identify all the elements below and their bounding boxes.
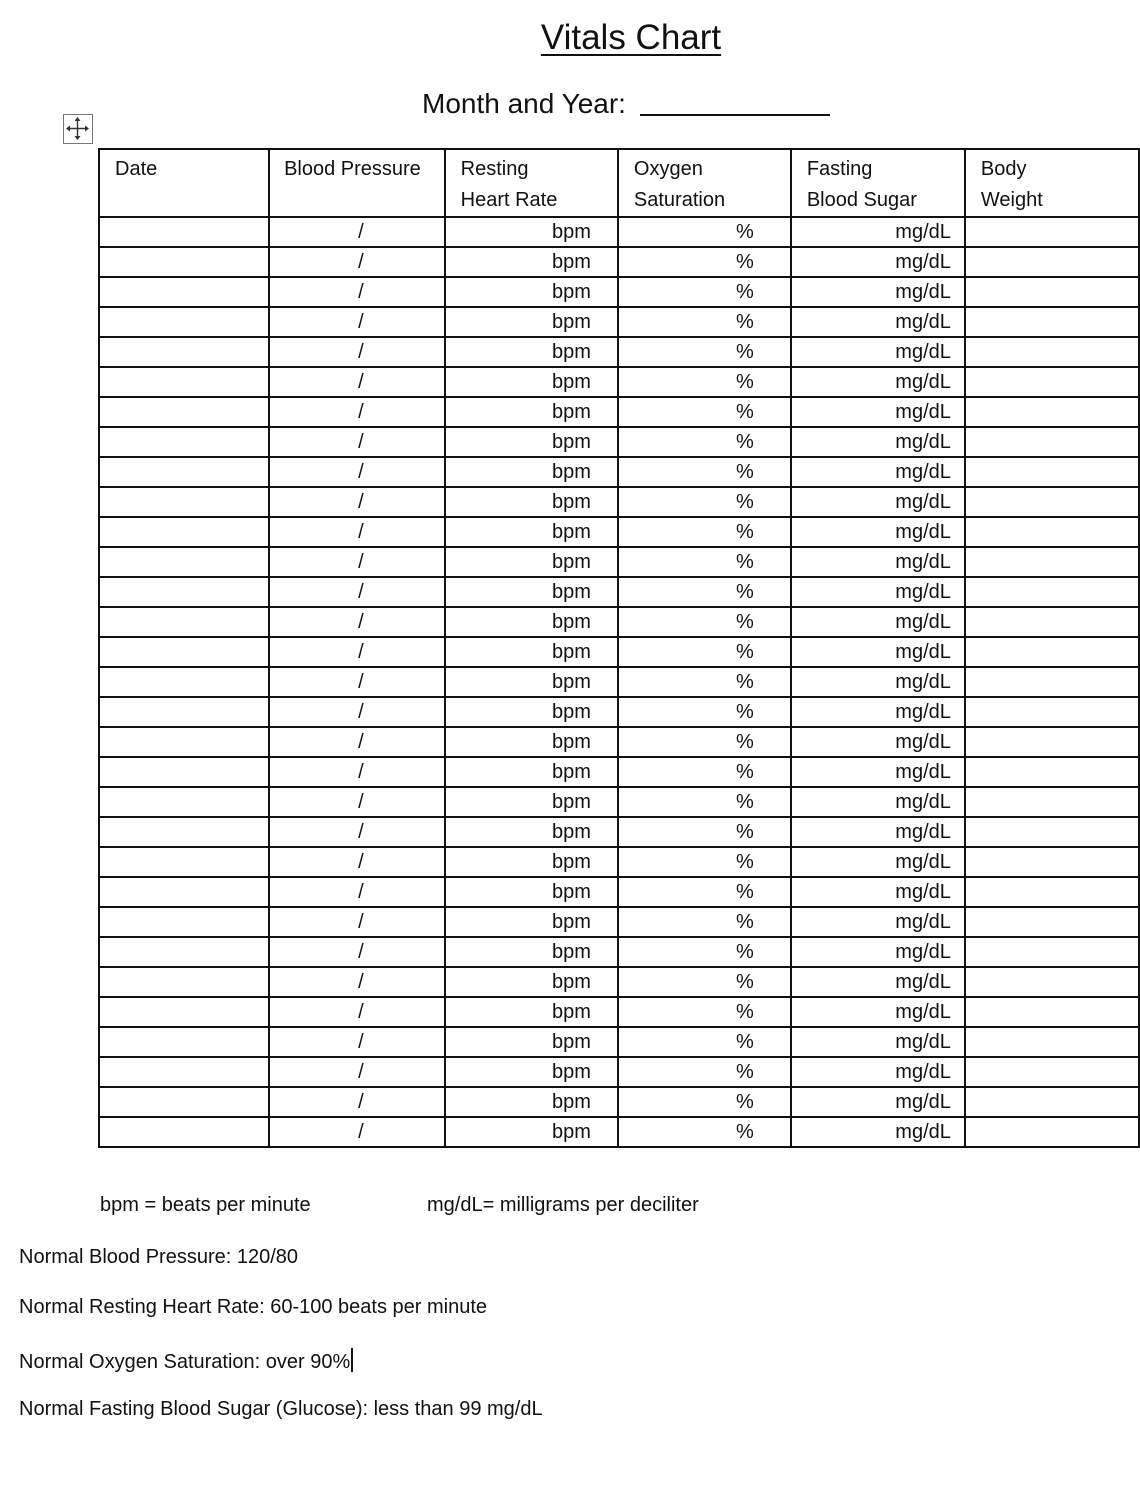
unit-legend bbox=[100, 1194, 699, 1217]
oxygen-cell[interactable]: % bbox=[618, 697, 791, 727]
blood-pressure-cell[interactable]: / bbox=[269, 397, 445, 427]
heart-rate-cell[interactable]: bpm bbox=[445, 547, 618, 577]
oxygen-cell[interactable]: % bbox=[618, 667, 791, 697]
weight-cell[interactable] bbox=[965, 217, 1139, 247]
date-cell[interactable] bbox=[99, 907, 269, 937]
blood-pressure-cell[interactable]: / bbox=[269, 337, 445, 367]
mgdl-legend: mg/dL= milligrams per deciliter bbox=[427, 1194, 699, 1216]
table-row bbox=[99, 1027, 1139, 1057]
blood-pressure-cell[interactable]: / bbox=[269, 667, 445, 697]
heart-rate-cell[interactable]: bpm bbox=[445, 967, 618, 997]
blood-sugar-cell[interactable]: mg/dL bbox=[791, 577, 965, 607]
oxygen-cell[interactable]: % bbox=[618, 727, 791, 757]
table-row bbox=[99, 997, 1139, 1027]
blood-pressure-cell[interactable]: / bbox=[269, 307, 445, 337]
weight-cell[interactable] bbox=[965, 337, 1139, 367]
table-row bbox=[99, 907, 1139, 937]
blood-sugar-cell[interactable]: mg/dL bbox=[791, 247, 965, 277]
blood-pressure-cell[interactable]: / bbox=[269, 1087, 445, 1117]
heart-rate-cell[interactable]: bpm bbox=[445, 427, 618, 457]
table-row bbox=[99, 457, 1139, 487]
oxygen-cell[interactable]: % bbox=[618, 457, 791, 487]
table-row bbox=[99, 607, 1139, 637]
oxygen-cell[interactable]: % bbox=[618, 877, 791, 907]
blood-pressure-cell[interactable]: / bbox=[269, 967, 445, 997]
heart-rate-cell[interactable]: bpm bbox=[445, 667, 618, 697]
table-row bbox=[99, 1087, 1139, 1117]
table-row bbox=[99, 307, 1139, 337]
blood-sugar-cell[interactable]: mg/dL bbox=[791, 1027, 965, 1057]
heart-rate-cell[interactable]: bpm bbox=[445, 307, 618, 337]
blood-sugar-cell[interactable]: mg/dL bbox=[791, 667, 965, 697]
oxygen-cell[interactable]: % bbox=[618, 547, 791, 577]
heart-rate-cell[interactable]: bpm bbox=[445, 937, 618, 967]
weight-cell[interactable] bbox=[965, 397, 1139, 427]
oxygen-cell[interactable]: % bbox=[618, 217, 791, 247]
heart-rate-cell[interactable]: bpm bbox=[445, 997, 618, 1027]
weight-cell[interactable] bbox=[965, 1087, 1139, 1117]
weight-cell[interactable] bbox=[965, 937, 1139, 967]
heart-rate-cell[interactable]: bpm bbox=[445, 517, 618, 547]
blood-sugar-cell[interactable]: mg/dL bbox=[791, 487, 965, 517]
normal-blood-pressure: Normal Blood Pressure: 120/80 bbox=[19, 1246, 299, 1268]
blood-sugar-cell[interactable]: mg/dL bbox=[791, 757, 965, 787]
oxygen-cell[interactable]: % bbox=[618, 757, 791, 787]
heart-rate-cell[interactable]: bpm bbox=[445, 847, 618, 877]
weight-cell[interactable] bbox=[965, 757, 1139, 787]
heart-rate-cell[interactable]: bpm bbox=[445, 577, 618, 607]
oxygen-cell[interactable]: % bbox=[618, 427, 791, 457]
blood-pressure-cell[interactable]: / bbox=[269, 997, 445, 1027]
heart-rate-cell[interactable]: bpm bbox=[445, 457, 618, 487]
oxygen-cell[interactable]: % bbox=[618, 367, 791, 397]
blood-pressure-cell[interactable]: / bbox=[269, 937, 445, 967]
heart-rate-cell[interactable]: bpm bbox=[445, 337, 618, 367]
heart-rate-cell[interactable]: bpm bbox=[445, 217, 618, 247]
month-year-blank[interactable] bbox=[640, 113, 830, 116]
month-year-field bbox=[422, 88, 830, 120]
weight-cell[interactable] bbox=[965, 367, 1139, 397]
heart-rate-cell[interactable]: bpm bbox=[445, 637, 618, 667]
table-row bbox=[99, 397, 1139, 427]
weight-cell[interactable] bbox=[965, 577, 1139, 607]
heart-rate-cell[interactable]: bpm bbox=[445, 1057, 618, 1087]
blood-sugar-cell[interactable]: mg/dL bbox=[791, 1057, 965, 1087]
date-cell[interactable] bbox=[99, 1027, 269, 1057]
heart-rate-cell[interactable]: bpm bbox=[445, 727, 618, 757]
blood-sugar-cell[interactable]: mg/dL bbox=[791, 547, 965, 577]
blood-pressure-cell[interactable]: / bbox=[269, 847, 445, 877]
table-row bbox=[99, 337, 1139, 367]
oxygen-cell[interactable]: % bbox=[618, 397, 791, 427]
heart-rate-cell[interactable]: bpm bbox=[445, 1117, 618, 1147]
table-row bbox=[99, 847, 1139, 877]
oxygen-cell[interactable]: % bbox=[618, 1087, 791, 1117]
date-cell[interactable] bbox=[99, 637, 269, 667]
oxygen-cell[interactable]: % bbox=[618, 337, 791, 367]
blood-pressure-cell[interactable]: / bbox=[269, 757, 445, 787]
blood-sugar-cell[interactable]: mg/dL bbox=[791, 217, 965, 247]
blood-sugar-cell[interactable]: mg/dL bbox=[791, 337, 965, 367]
heart-rate-cell[interactable]: bpm bbox=[445, 1087, 618, 1117]
header-blood-pressure: Blood Pressure bbox=[269, 149, 445, 217]
blood-pressure-cell[interactable]: / bbox=[269, 487, 445, 517]
blood-sugar-cell[interactable]: mg/dL bbox=[791, 727, 965, 757]
oxygen-cell[interactable]: % bbox=[618, 847, 791, 877]
blood-sugar-cell[interactable]: mg/dL bbox=[791, 817, 965, 847]
blood-sugar-cell[interactable]: mg/dL bbox=[791, 517, 965, 547]
oxygen-cell[interactable]: % bbox=[618, 247, 791, 277]
date-cell[interactable] bbox=[99, 427, 269, 457]
weight-cell[interactable] bbox=[965, 787, 1139, 817]
blood-sugar-cell[interactable]: mg/dL bbox=[791, 967, 965, 997]
weight-cell[interactable] bbox=[965, 727, 1139, 757]
blood-sugar-cell[interactable]: mg/dL bbox=[791, 637, 965, 667]
date-cell[interactable] bbox=[99, 307, 269, 337]
table-row bbox=[99, 547, 1139, 577]
table-row bbox=[99, 367, 1139, 397]
blood-sugar-cell[interactable]: mg/dL bbox=[791, 1087, 965, 1117]
vitals-table bbox=[98, 148, 1140, 1148]
date-cell[interactable] bbox=[99, 487, 269, 517]
blood-pressure-cell[interactable]: / bbox=[269, 1117, 445, 1147]
date-cell[interactable] bbox=[99, 1057, 269, 1087]
blood-sugar-cell[interactable]: mg/dL bbox=[791, 427, 965, 457]
date-cell[interactable] bbox=[99, 217, 269, 247]
weight-cell[interactable] bbox=[965, 907, 1139, 937]
bpm-legend: bpm = beats per minute bbox=[100, 1194, 311, 1216]
table-row bbox=[99, 277, 1139, 307]
weight-cell[interactable] bbox=[965, 517, 1139, 547]
table-row bbox=[99, 967, 1139, 997]
heart-rate-cell[interactable]: bpm bbox=[445, 277, 618, 307]
blood-pressure-cell[interactable]: / bbox=[269, 577, 445, 607]
blood-pressure-cell[interactable]: / bbox=[269, 1027, 445, 1057]
weight-cell[interactable] bbox=[965, 817, 1139, 847]
normal-blood-sugar: Normal Fasting Blood Sugar (Glucose): less than 99 mg/dL bbox=[19, 1398, 543, 1420]
date-cell[interactable] bbox=[99, 757, 269, 787]
header-weight: Body Weight bbox=[965, 149, 1139, 217]
normal-oxygen: Normal Oxygen Saturation: over 90% bbox=[19, 1348, 353, 1374]
oxygen-cell[interactable]: % bbox=[618, 997, 791, 1027]
date-cell[interactable] bbox=[99, 277, 269, 307]
date-cell[interactable] bbox=[99, 457, 269, 487]
blood-pressure-cell[interactable]: / bbox=[269, 367, 445, 397]
blood-pressure-cell[interactable]: / bbox=[269, 637, 445, 667]
heart-rate-cell[interactable]: bpm bbox=[445, 367, 618, 397]
weight-cell[interactable] bbox=[965, 877, 1139, 907]
blood-pressure-cell[interactable]: / bbox=[269, 427, 445, 457]
table-row bbox=[99, 697, 1139, 727]
oxygen-cell[interactable]: % bbox=[618, 577, 791, 607]
date-cell[interactable] bbox=[99, 547, 269, 577]
weight-cell[interactable] bbox=[965, 547, 1139, 577]
table-row bbox=[99, 727, 1139, 757]
weight-cell[interactable] bbox=[965, 277, 1139, 307]
heart-rate-cell[interactable]: bpm bbox=[445, 877, 618, 907]
weight-cell[interactable] bbox=[965, 697, 1139, 727]
oxygen-cell[interactable]: % bbox=[618, 277, 791, 307]
date-cell[interactable] bbox=[99, 817, 269, 847]
date-cell[interactable] bbox=[99, 517, 269, 547]
table-row bbox=[99, 787, 1139, 817]
header-row bbox=[99, 149, 1139, 217]
blood-pressure-cell[interactable]: / bbox=[269, 727, 445, 757]
weight-cell[interactable] bbox=[965, 247, 1139, 277]
heart-rate-cell[interactable]: bpm bbox=[445, 817, 618, 847]
heart-rate-cell[interactable]: bpm bbox=[445, 397, 618, 427]
heart-rate-cell[interactable]: bpm bbox=[445, 697, 618, 727]
blood-pressure-cell[interactable]: / bbox=[269, 1057, 445, 1087]
blood-pressure-cell[interactable]: / bbox=[269, 517, 445, 547]
table-row bbox=[99, 577, 1139, 607]
table-row bbox=[99, 217, 1139, 247]
header-oxygen: Oxygen Saturation bbox=[618, 149, 791, 217]
date-cell[interactable] bbox=[99, 997, 269, 1027]
normal-heart-rate: Normal Resting Heart Rate: 60-100 beats per minute bbox=[19, 1296, 488, 1318]
blood-sugar-cell[interactable]: mg/dL bbox=[791, 877, 965, 907]
heart-rate-cell[interactable]: bpm bbox=[445, 487, 618, 517]
blood-pressure-cell[interactable]: / bbox=[269, 247, 445, 277]
date-cell[interactable] bbox=[99, 607, 269, 637]
date-cell[interactable] bbox=[99, 247, 269, 277]
date-cell[interactable] bbox=[99, 787, 269, 817]
weight-cell[interactable] bbox=[965, 997, 1139, 1027]
oxygen-cell[interactable]: % bbox=[618, 1117, 791, 1147]
weight-cell[interactable] bbox=[965, 847, 1139, 877]
weight-cell[interactable] bbox=[965, 667, 1139, 697]
date-cell[interactable] bbox=[99, 937, 269, 967]
table-row bbox=[99, 487, 1139, 517]
date-cell[interactable] bbox=[99, 967, 269, 997]
oxygen-cell[interactable]: % bbox=[618, 307, 791, 337]
blood-pressure-cell[interactable]: / bbox=[269, 277, 445, 307]
heart-rate-cell[interactable]: bpm bbox=[445, 787, 618, 817]
oxygen-cell[interactable]: % bbox=[618, 787, 791, 817]
date-cell[interactable] bbox=[99, 1117, 269, 1147]
oxygen-cell[interactable]: % bbox=[618, 607, 791, 637]
blood-sugar-cell[interactable]: mg/dL bbox=[791, 607, 965, 637]
blood-pressure-cell[interactable]: / bbox=[269, 907, 445, 937]
blood-sugar-cell[interactable]: mg/dL bbox=[791, 367, 965, 397]
table-move-handle-icon[interactable] bbox=[63, 114, 93, 144]
weight-cell[interactable] bbox=[965, 1027, 1139, 1057]
blood-pressure-cell[interactable]: / bbox=[269, 817, 445, 847]
heart-rate-cell[interactable]: bpm bbox=[445, 607, 618, 637]
date-cell[interactable] bbox=[99, 577, 269, 607]
oxygen-cell[interactable]: % bbox=[618, 817, 791, 847]
oxygen-cell[interactable]: % bbox=[618, 637, 791, 667]
heart-rate-cell[interactable]: bpm bbox=[445, 757, 618, 787]
weight-cell[interactable] bbox=[965, 307, 1139, 337]
page-title: Vitals Chart bbox=[540, 18, 722, 57]
date-cell[interactable] bbox=[99, 1087, 269, 1117]
date-cell[interactable] bbox=[99, 337, 269, 367]
heart-rate-cell[interactable]: bpm bbox=[445, 1027, 618, 1057]
blood-sugar-cell[interactable]: mg/dL bbox=[791, 847, 965, 877]
weight-cell[interactable] bbox=[965, 967, 1139, 997]
blood-sugar-cell[interactable]: mg/dL bbox=[791, 457, 965, 487]
blood-sugar-cell[interactable]: mg/dL bbox=[791, 787, 965, 817]
table-row bbox=[99, 757, 1139, 787]
heart-rate-cell[interactable]: bpm bbox=[445, 907, 618, 937]
text-cursor bbox=[351, 1348, 353, 1372]
date-cell[interactable] bbox=[99, 847, 269, 877]
table-row bbox=[99, 667, 1139, 697]
weight-cell[interactable] bbox=[965, 427, 1139, 457]
blood-pressure-cell[interactable]: / bbox=[269, 877, 445, 907]
weight-cell[interactable] bbox=[965, 457, 1139, 487]
month-year-label: Month and Year: bbox=[422, 88, 626, 119]
oxygen-cell[interactable]: % bbox=[618, 937, 791, 967]
table-row bbox=[99, 1057, 1139, 1087]
oxygen-cell[interactable]: % bbox=[618, 967, 791, 997]
blood-pressure-cell[interactable]: / bbox=[269, 457, 445, 487]
blood-pressure-cell[interactable]: / bbox=[269, 217, 445, 247]
blood-sugar-cell[interactable]: mg/dL bbox=[791, 997, 965, 1027]
header-blood-sugar: Fasting Blood Sugar bbox=[791, 149, 965, 217]
oxygen-cell[interactable]: % bbox=[618, 517, 791, 547]
heart-rate-cell[interactable]: bpm bbox=[445, 247, 618, 277]
date-cell[interactable] bbox=[99, 727, 269, 757]
blood-pressure-cell[interactable]: / bbox=[269, 607, 445, 637]
weight-cell[interactable] bbox=[965, 637, 1139, 667]
weight-cell[interactable] bbox=[965, 607, 1139, 637]
date-cell[interactable] bbox=[99, 697, 269, 727]
oxygen-cell[interactable]: % bbox=[618, 1027, 791, 1057]
blood-pressure-cell[interactable]: / bbox=[269, 697, 445, 727]
table-row bbox=[99, 247, 1139, 277]
blood-pressure-cell[interactable]: / bbox=[269, 547, 445, 577]
table-row bbox=[99, 1117, 1139, 1147]
header-heart-rate: Resting Heart Rate bbox=[445, 149, 618, 217]
blood-sugar-cell[interactable]: mg/dL bbox=[791, 907, 965, 937]
date-cell[interactable] bbox=[99, 877, 269, 907]
blood-sugar-cell[interactable]: mg/dL bbox=[791, 1117, 965, 1147]
oxygen-cell[interactable]: % bbox=[618, 907, 791, 937]
header-date: Date bbox=[99, 149, 269, 217]
date-cell[interactable] bbox=[99, 667, 269, 697]
oxygen-cell[interactable]: % bbox=[618, 1057, 791, 1087]
table-row bbox=[99, 817, 1139, 847]
table-row bbox=[99, 637, 1139, 667]
weight-cell[interactable] bbox=[965, 1117, 1139, 1147]
blood-sugar-cell[interactable]: mg/dL bbox=[791, 937, 965, 967]
table-row bbox=[99, 427, 1139, 457]
blood-sugar-cell[interactable]: mg/dL bbox=[791, 277, 965, 307]
date-cell[interactable] bbox=[99, 397, 269, 427]
table-row bbox=[99, 877, 1139, 907]
date-cell[interactable] bbox=[99, 367, 269, 397]
weight-cell[interactable] bbox=[965, 1057, 1139, 1087]
oxygen-cell[interactable]: % bbox=[618, 487, 791, 517]
blood-sugar-cell[interactable]: mg/dL bbox=[791, 697, 965, 727]
weight-cell[interactable] bbox=[965, 487, 1139, 517]
blood-sugar-cell[interactable]: mg/dL bbox=[791, 397, 965, 427]
table-row bbox=[99, 937, 1139, 967]
blood-sugar-cell[interactable]: mg/dL bbox=[791, 307, 965, 337]
table-row bbox=[99, 517, 1139, 547]
blood-pressure-cell[interactable]: / bbox=[269, 787, 445, 817]
